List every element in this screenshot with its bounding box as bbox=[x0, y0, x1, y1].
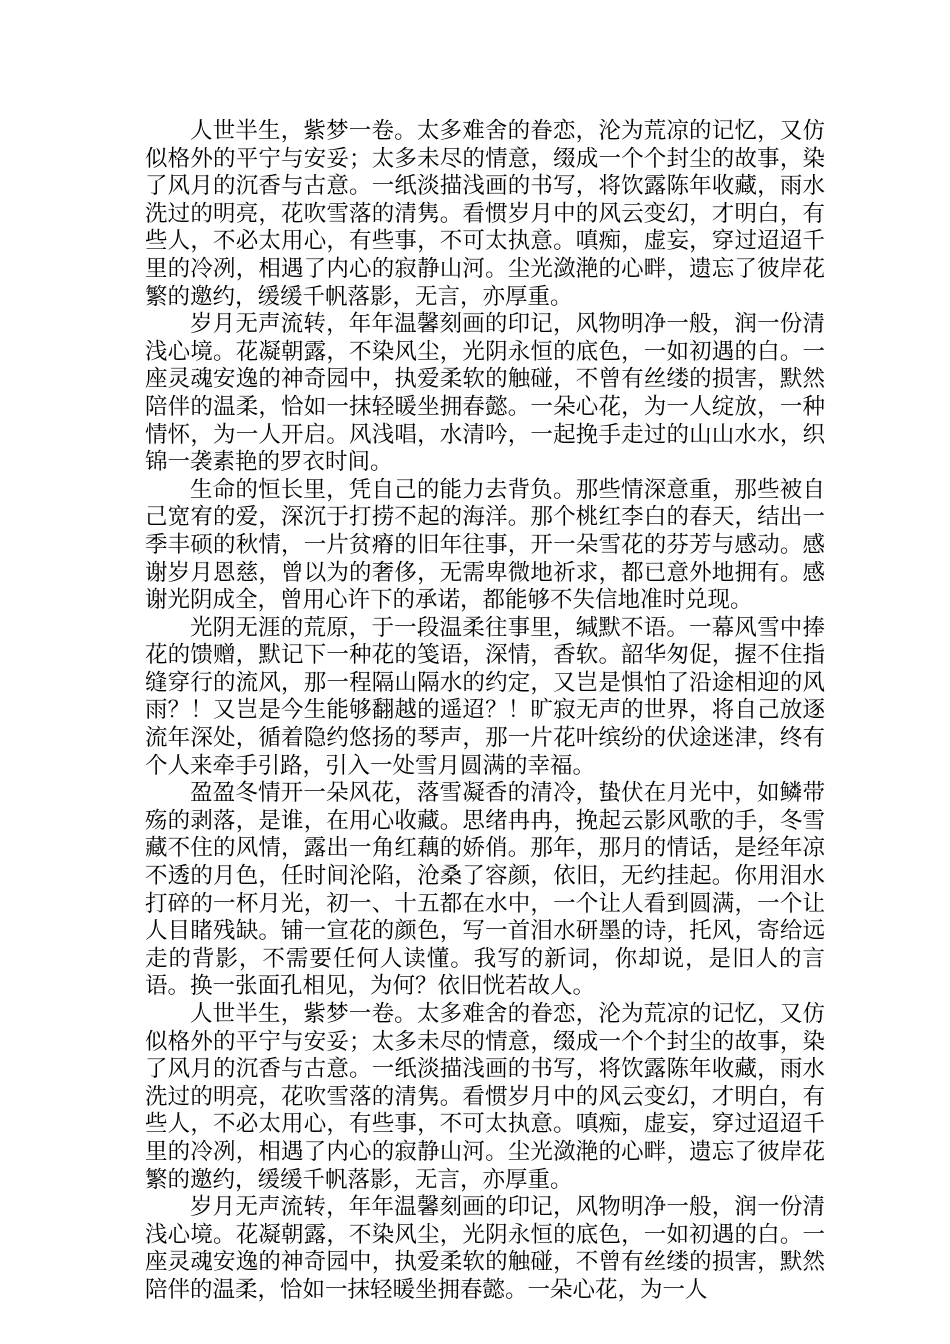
paragraph-1: 人世半生，紫梦一卷。太多难舍的眷恋，沦为荒凉的记忆，又仿似格外的平宁与安妥；太多未尽的情意，缀成一个个封尘的故事，染了风月的沉香与古意。一纸淡描浅画的书写，将饮露陈年收藏，雨水洗过的明亮，花吹雪落的清隽。看惯岁月中的风云变幻，才明白，有些人，不必太用心，有些事，不可太执意。嗔痴，虚妄，穿过迢迢千里的冷冽，相遇了内心的寂静山河。尘光潋滟的心畔，遗忘了彼岸花繁的邀约，缓缓千帆落影，无言，亦厚重。 bbox=[145, 118, 825, 310]
document-body bbox=[145, 118, 825, 1305]
paragraph-5: 盈盈冬情开一朵风花，落雪凝香的清冷，蛰伏在月光中，如鳞带殇的剥落，是谁，在用心收藏。思绪冉冉，挽起云影风歌的手，冬雪藏不住的风情，露出一角红藕的娇俏。那年，那月的情话，是经年凉不透的月色，任时间沦陷，沧桑了容颜，依旧，无约挂起。你用泪水打碎的一杯月光，初一、十五都在水中，一个让人看到圆满，一个让人目睹残缺。铺一宣花的颜色，写一首泪水研墨的诗，托风，寄给远走的背影，不需要任何人读懂。我写的新词，你却说，是旧人的言语。换一张面孔相见，为何？依旧恍若故人。 bbox=[145, 780, 825, 1000]
paragraph-6: 人世半生，紫梦一卷。太多难舍的眷恋，沦为荒凉的记忆，又仿似格外的平宁与安妥；太多未尽的情意，缀成一个个封尘的故事，染了风月的沉香与古意。一纸淡描浅画的书写，将饮露陈年收藏，雨水洗过的明亮，花吹雪落的清隽。看惯岁月中的风云变幻，才明白，有些人，不必太用心，有些事，不可太执意。嗔痴，虚妄，穿过迢迢千里的冷冽，相遇了内心的寂静山河。尘光潋滟的心畔，遗忘了彼岸花繁的邀约，缓缓千帆落影，无言，亦厚重。 bbox=[145, 1001, 825, 1193]
paragraph-3: 生命的恒长里，凭自己的能力去背负。那些情深意重，那些被自己宽宥的爱，深沉于打捞不起的海洋。那个桃红李白的春天，结出一季丰硕的秋情，一片贫瘠的旧年往事，开一朵雪花的芬芳与感动。感谢岁月恩慈，曾以为的奢侈，无需卑微地祈求，都已意外地拥有。感谢光阴成全，曾用心许下的承诺，都能够不失信地准时兑现。 bbox=[145, 476, 825, 614]
paragraph-7: 岁月无声流转，年年温馨刻画的印记，风物明净一般，润一份清浅心境。花凝朝露，不染风尘，光阴永恒的底色，一如初遇的白。一座灵魂安逸的神奇园中，执爱柔软的触碰，不曾有丝缕的损害，默然陪伴的温柔，恰如一抹轻暖坐拥春懿。一朵心花，为一人 bbox=[145, 1194, 825, 1303]
paragraph-4: 光阴无涯的荒原，于一段温柔往事里，缄默不语。一幕风雪中捧花的馈赠，默记下一种花的笺语，深情，香软。韶华匆促，握不住指缝穿行的流风，那一程隔山隔水的约定，又岂是惧怕了沿途相迎的风雨？！又岂是今生能够翻越的遥迢？！旷寂无声的世界，将自己放逐流年深处，循着隐约悠扬的琴声，那一片花叶缤纷的伏途迷津，终有个人来牵手引路，引入一处雪月圆满的幸福。 bbox=[145, 614, 825, 779]
paragraph-2: 岁月无声流转，年年温馨刻画的印记，风物明净一般，润一份清浅心境。花凝朝露，不染风尘，光阴永恒的底色，一如初遇的白。一座灵魂安逸的神奇园中，执爱柔软的触碰，不曾有丝缕的损害，默然陪伴的温柔，恰如一抹轻暖坐拥春懿。一朵心花，为一人绽放，一种情怀，为一人开启。风浅唱，水清吟，一起挽手走过的山山水水，织锦一袭素艳的罗衣时间。 bbox=[145, 311, 825, 476]
